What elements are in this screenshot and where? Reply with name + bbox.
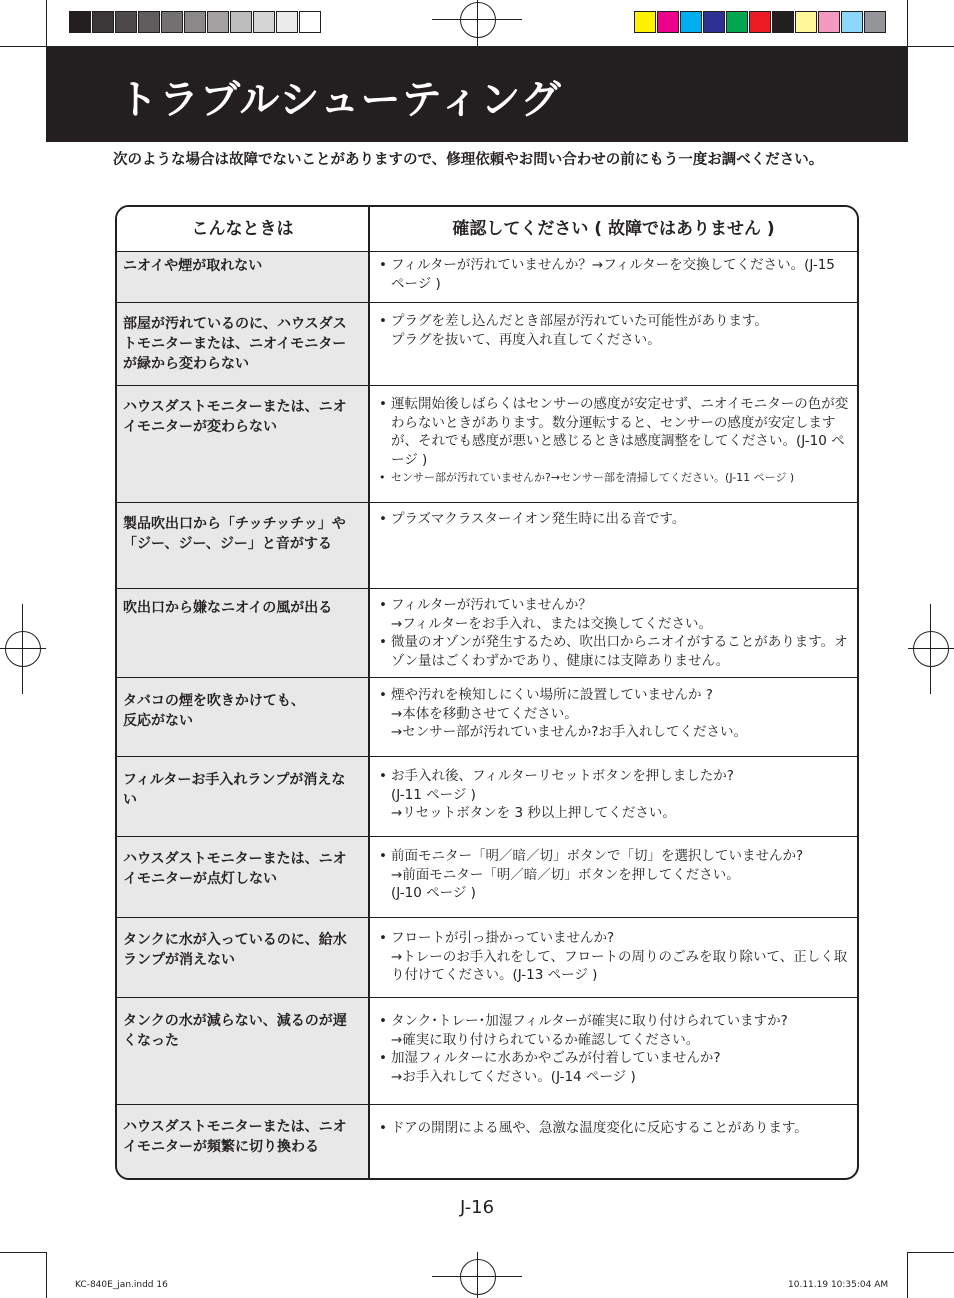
- check-list: [379, 510, 849, 529]
- crop-mark: [477, 0, 478, 46]
- check-list: [379, 596, 849, 670]
- gray-color-bar: [69, 11, 322, 33]
- crop-mark: [907, 1252, 908, 1298]
- footer-timestamp: 10.11.19 10:35:04 AM: [788, 1280, 889, 1290]
- check-list: [379, 929, 849, 985]
- registration-mark-right: [913, 631, 949, 667]
- color-swatch: [230, 11, 252, 33]
- symptom-text: タンクの水が減らない、減るのが遅くなった: [123, 1013, 347, 1049]
- crop-mark: [930, 604, 931, 694]
- table-row: [117, 677, 857, 757]
- check-list: [379, 256, 849, 293]
- table-row: [117, 1104, 857, 1180]
- symptom-text: 部屋が汚れているのに、ハウスダストモニターまたは、ニオイモニターが緑から変わらない: [123, 316, 347, 372]
- symptom-text: ハウスダストモニターまたは、ニオイモニターが点灯しない: [123, 851, 347, 887]
- column-divider: [368, 207, 370, 1178]
- check-item: • 前面モニター「明／暗／切」ボタンで「切」を選択していませんか? →前面モニター「明／暗／切」ボタンを押してください。 (J-10 ページ ): [379, 847, 849, 903]
- check-item: • プラグを差し込んだとき部屋が汚れていた可能性があります。 プラグを抜いて、再度入れ直してください。: [379, 312, 849, 349]
- symptom-text: タバコの煙を吹きかけても、 反応がない: [123, 693, 305, 729]
- check-list: [379, 686, 849, 742]
- crop-mark: [477, 1252, 478, 1298]
- color-swatch: [772, 11, 794, 33]
- symptom-text: ハウスダストモニターまたは、ニオイモニターが頻繁に切り換わる: [123, 1119, 347, 1155]
- table-row: [117, 756, 857, 837]
- color-swatch: [864, 11, 886, 33]
- check-item: • 煙や汚れを検知しにくい場所に設置していませんか ? →本体を移動させてください。 →センサー部が汚れていませんか?お手入れしてください。: [379, 686, 849, 742]
- table-row: [117, 836, 857, 918]
- table-row: [117, 997, 857, 1105]
- check-item: • お手入れ後、フィルターリセットボタンを押しましたか? (J-11 ページ ) →リセットボタンを 3 秒以上押してください。: [379, 767, 849, 823]
- table-row: [117, 302, 857, 386]
- color-swatch: [795, 11, 817, 33]
- color-swatch: [138, 11, 160, 33]
- crop-mark: [0, 648, 46, 649]
- color-swatch: [161, 11, 183, 33]
- registration-mark-bottom: [460, 1259, 496, 1295]
- symptom-text: フィルターお手入れランプが消えない: [123, 772, 346, 808]
- color-swatch: [184, 11, 206, 33]
- symptom-text: タンクに水が入っているのに、給水ランプが消えない: [123, 932, 347, 968]
- check-list: [379, 1012, 849, 1086]
- color-swatch: [207, 11, 229, 33]
- symptom-text: 吹出口から嫌なニオイの風が出る: [123, 600, 333, 616]
- crop-mark: [908, 648, 954, 649]
- table-row: [117, 588, 857, 678]
- check-item: • フィルターが汚れていませんか？→フィルターを交換してください。(J-15 ページ ): [379, 256, 849, 293]
- table-row: [117, 385, 857, 503]
- color-swatch: [115, 11, 137, 33]
- page-number: J-16: [459, 1197, 495, 1218]
- check-item: • ドアの開閉による風や、急激な温度変化に反応することがあります。: [379, 1119, 849, 1138]
- check-list: [379, 395, 849, 488]
- crop-mark: [907, 0, 908, 46]
- symptom-text: ハウスダストモニターまたは、ニオイモニターが変わらない: [123, 399, 347, 435]
- check-item: • フィルターが汚れていませんか？ →フィルターをお手入れ、または交換してください。: [379, 596, 849, 633]
- crop-mark: [22, 604, 23, 694]
- check-item: • 微量のオゾンが発生するため、吹出口からニオイがすることがあります。オゾン量はごくわずかであり、健康には支障ありません。: [379, 633, 849, 670]
- color-swatch: [749, 11, 771, 33]
- table-header: [117, 207, 857, 252]
- color-swatch: [92, 11, 114, 33]
- intro-text: 次のような場合は故障でないことがありますので、修理依頼やお問い合わせの前にもう一度お調べください。: [113, 152, 824, 168]
- footer-file-info: KC-840E_jan.indd 16: [75, 1280, 168, 1290]
- page-title: トラブルシューティング: [118, 77, 562, 123]
- color-swatch: [69, 11, 91, 33]
- color-swatch: [299, 11, 321, 33]
- crop-mark: [0, 1252, 46, 1253]
- crop-mark: [0, 46, 46, 47]
- check-item: • タンク･トレー･加湿フィルターが確実に取り付けられていますか? →確実に取り付けられているか確認してください。: [379, 1012, 849, 1049]
- check-list: [379, 312, 849, 349]
- crop-mark: [46, 0, 47, 46]
- check-item: • 加湿フィルターに水あかやごみが付着していませんか? →お手入れしてください。(J-14 ページ ): [379, 1049, 849, 1086]
- color-swatch: [818, 11, 840, 33]
- process-color-bar: [634, 11, 887, 33]
- check-list: [379, 847, 849, 903]
- header-symptom: こんなときは: [191, 219, 294, 239]
- crop-mark: [908, 1252, 954, 1253]
- check-list: [379, 767, 849, 823]
- table-row: [117, 917, 857, 998]
- color-swatch: [841, 11, 863, 33]
- crop-mark: [908, 46, 954, 47]
- table-row: [117, 251, 857, 303]
- color-swatch: [634, 11, 656, 33]
- check-list: [379, 1119, 849, 1138]
- check-item: • センサー部が汚れていませんか?→センサー部を清掃してください。(J-11 ページ ): [379, 469, 849, 488]
- color-swatch: [680, 11, 702, 33]
- check-item: • 運転開始後しばらくはセンサーの感度が安定せず、ニオイモニターの色が変わらないときがあります。数分運転すると、センサーの感度が安定しますが、それでも感度が悪いと感じるときは感度調整をしてください。(J-10 ページ ): [379, 395, 849, 469]
- registration-mark-top: [460, 2, 496, 38]
- symptom-text: ニオイや煙が取れない: [123, 258, 263, 274]
- title-banner: [46, 46, 908, 142]
- check-item: • フロートが引っ掛かっていませんか? →トレーのお手入れをして、フロートの周りのごみを取り除いて、正しく取り付けてください。(J-13 ページ ): [379, 929, 849, 985]
- header-check: 確認してください ( 故障ではありません ): [452, 219, 775, 239]
- check-item: • プラズマクラスターイオン発生時に出る音です。: [379, 510, 849, 529]
- crop-mark: [46, 1252, 47, 1298]
- color-swatch: [703, 11, 725, 33]
- table-row: [117, 502, 857, 589]
- color-swatch: [253, 11, 275, 33]
- troubleshooting-table: [115, 205, 859, 1180]
- registration-mark-left: [5, 631, 41, 667]
- color-swatch: [657, 11, 679, 33]
- symptom-text: 製品吹出口から「チッチッチッ」や「ジー、ジー、ジー」と音がする: [123, 516, 346, 552]
- color-swatch: [726, 11, 748, 33]
- color-swatch: [276, 11, 298, 33]
